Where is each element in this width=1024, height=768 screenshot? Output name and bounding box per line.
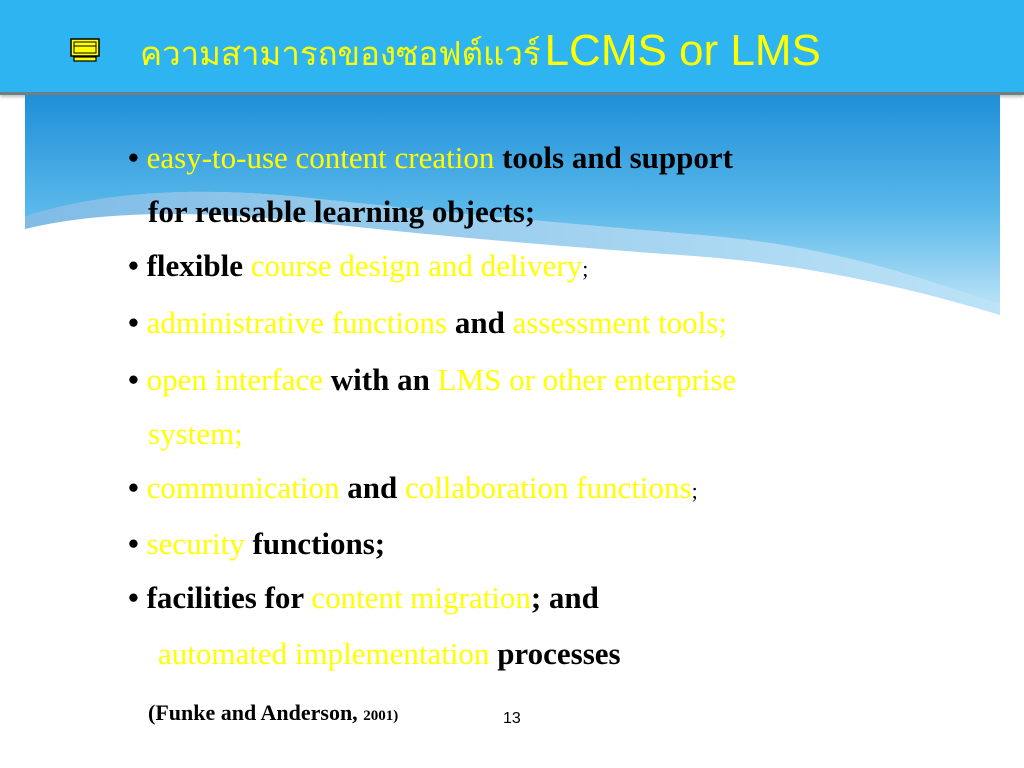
bullet-text: tools and support [494,140,733,175]
bullet-text: and [339,470,405,505]
bullet-text: ; [582,256,589,281]
highlight-text: automated implementation [158,636,490,671]
highlight-text: content migration [311,580,531,615]
highlight-text: collaboration functions [404,470,692,505]
list-item [148,416,243,452]
highlight-text: system; [148,416,243,451]
citation-text: (Funke and Anderson, [148,700,358,725]
bullet-text: functions; [244,526,386,561]
bullet-text: • facilities for [128,580,312,615]
highlight-text: LMS or other enterprise [437,362,737,397]
highlight-text: communication [146,470,340,505]
title-latin: LCMS or LMS [544,26,821,75]
bullet-text: ; and [530,580,599,615]
citation [148,700,398,726]
page-number: 13 [503,710,521,727]
highlight-text: easy-to-use content creation [146,140,495,175]
bullet-text: • [128,140,147,175]
bullet-text: ; [691,478,698,503]
highlight-text: assessment tools; [512,305,727,340]
citation-year: 2001) [363,708,399,724]
list-item [128,305,727,341]
bullet-text: • [128,526,147,561]
bullet-text: • [128,470,147,505]
list-item [158,636,621,672]
list-item [128,248,588,284]
list-item [128,526,385,562]
bullet-text: • flexible [128,248,251,283]
bullet-text: for reusable learning objects; [148,194,536,229]
bullet-text: processes [489,636,621,671]
list-item [128,362,736,398]
bullet-text: and [447,305,513,340]
highlight-text: open interface [146,362,324,397]
highlight-text: course design and delivery [250,248,583,283]
list-item [128,580,599,616]
list-item [128,140,733,176]
highlight-text: administrative functions [146,305,448,340]
list-item [148,194,535,230]
highlight-text: security [146,526,245,561]
bullet-text: with an [323,362,438,397]
list-item [128,470,698,506]
bullet-text: • [128,305,147,340]
bullet-text: • [128,362,147,397]
title-thai: ความสามารถของซอฟต์แวร์ [140,37,541,73]
